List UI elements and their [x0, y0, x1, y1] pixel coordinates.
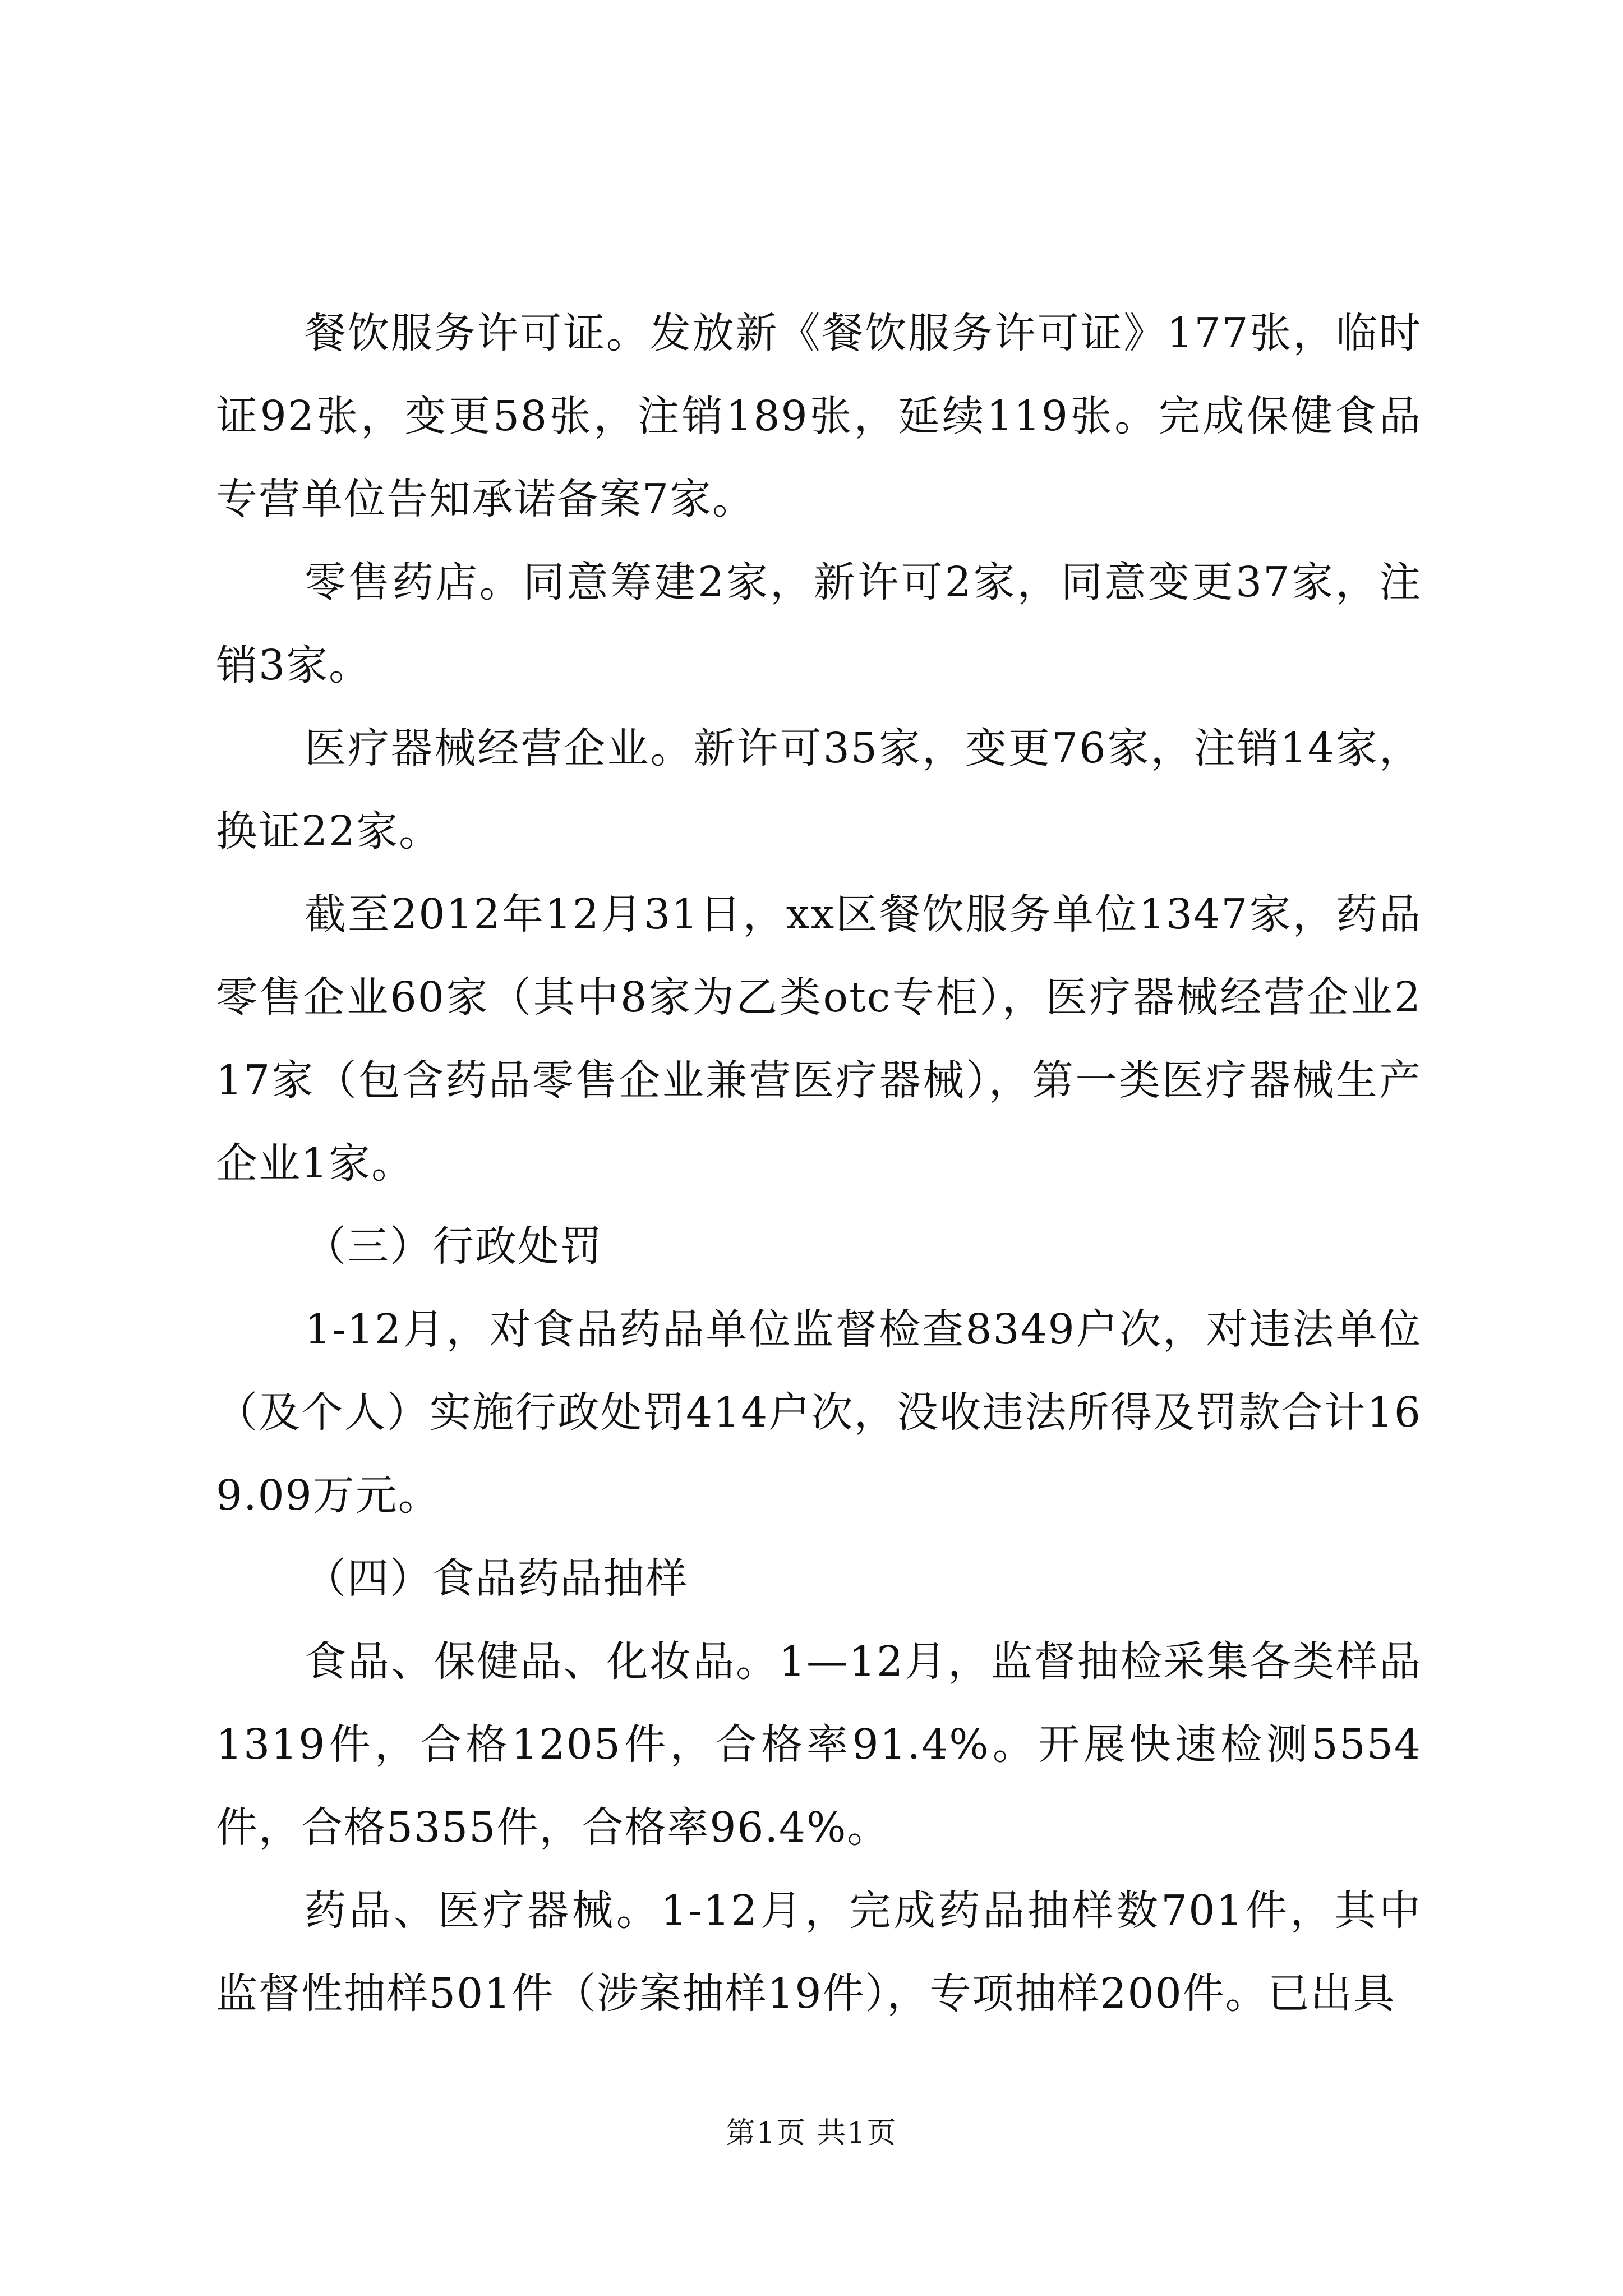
paragraph-drug-sampling: 药品、医疗器械。1-12月，完成药品抽样数701件，其中监督性抽样501件（涉案抽样19件），专项抽样200件。已出具 — [216, 1887, 1422, 2018]
page-footer: 第1页 共1页 — [726, 2116, 897, 2150]
paragraph-catering-license: 餐饮服务许可证。发放新《餐饮服务许可证》177张，临时证92张，变更58张，注销189张，延续119张。完成保健食品专营单位告知承诺备案7家。 — [216, 309, 1422, 523]
paragraph-retail-pharmacy: 零售药店。同意筹建2家，新许可2家，同意变更37家，注销3家。 — [216, 558, 1422, 689]
document-body — [216, 292, 1422, 2035]
paragraph-food-sampling: 食品、保健品、化妆品。1—12月，监督抽检采集各类样品1319件，合格1205件，合格率91.4%。开展快速检测5554件，合格5355件，合格率96.4%。 — [216, 1637, 1422, 1852]
section-heading-sampling: （四）食品药品抽样 — [305, 1554, 688, 1603]
paragraph-medical-device: 医疗器械经营企业。新许可35家，变更76家，注销14家，换证22家。 — [216, 724, 1422, 855]
paragraph-penalty: 1-12月，对食品药品单位监督检查8349户次，对违法单位（及个人）实施行政处罚414户次，没收违法所得及罚款合计169.09万元。 — [216, 1305, 1422, 1520]
section-heading-penalty: （三）行政处罚 — [305, 1222, 603, 1271]
paragraph-summary-2012: 截至2012年12月31日，xx区餐饮服务单位1347家，药品零售企业60家（其中8家为乙类otc专柜），医疗器械经营企业217家（包含药品零售企业兼营医疗器械），第一类医疗器械生产企业1家。 — [216, 890, 1422, 1188]
